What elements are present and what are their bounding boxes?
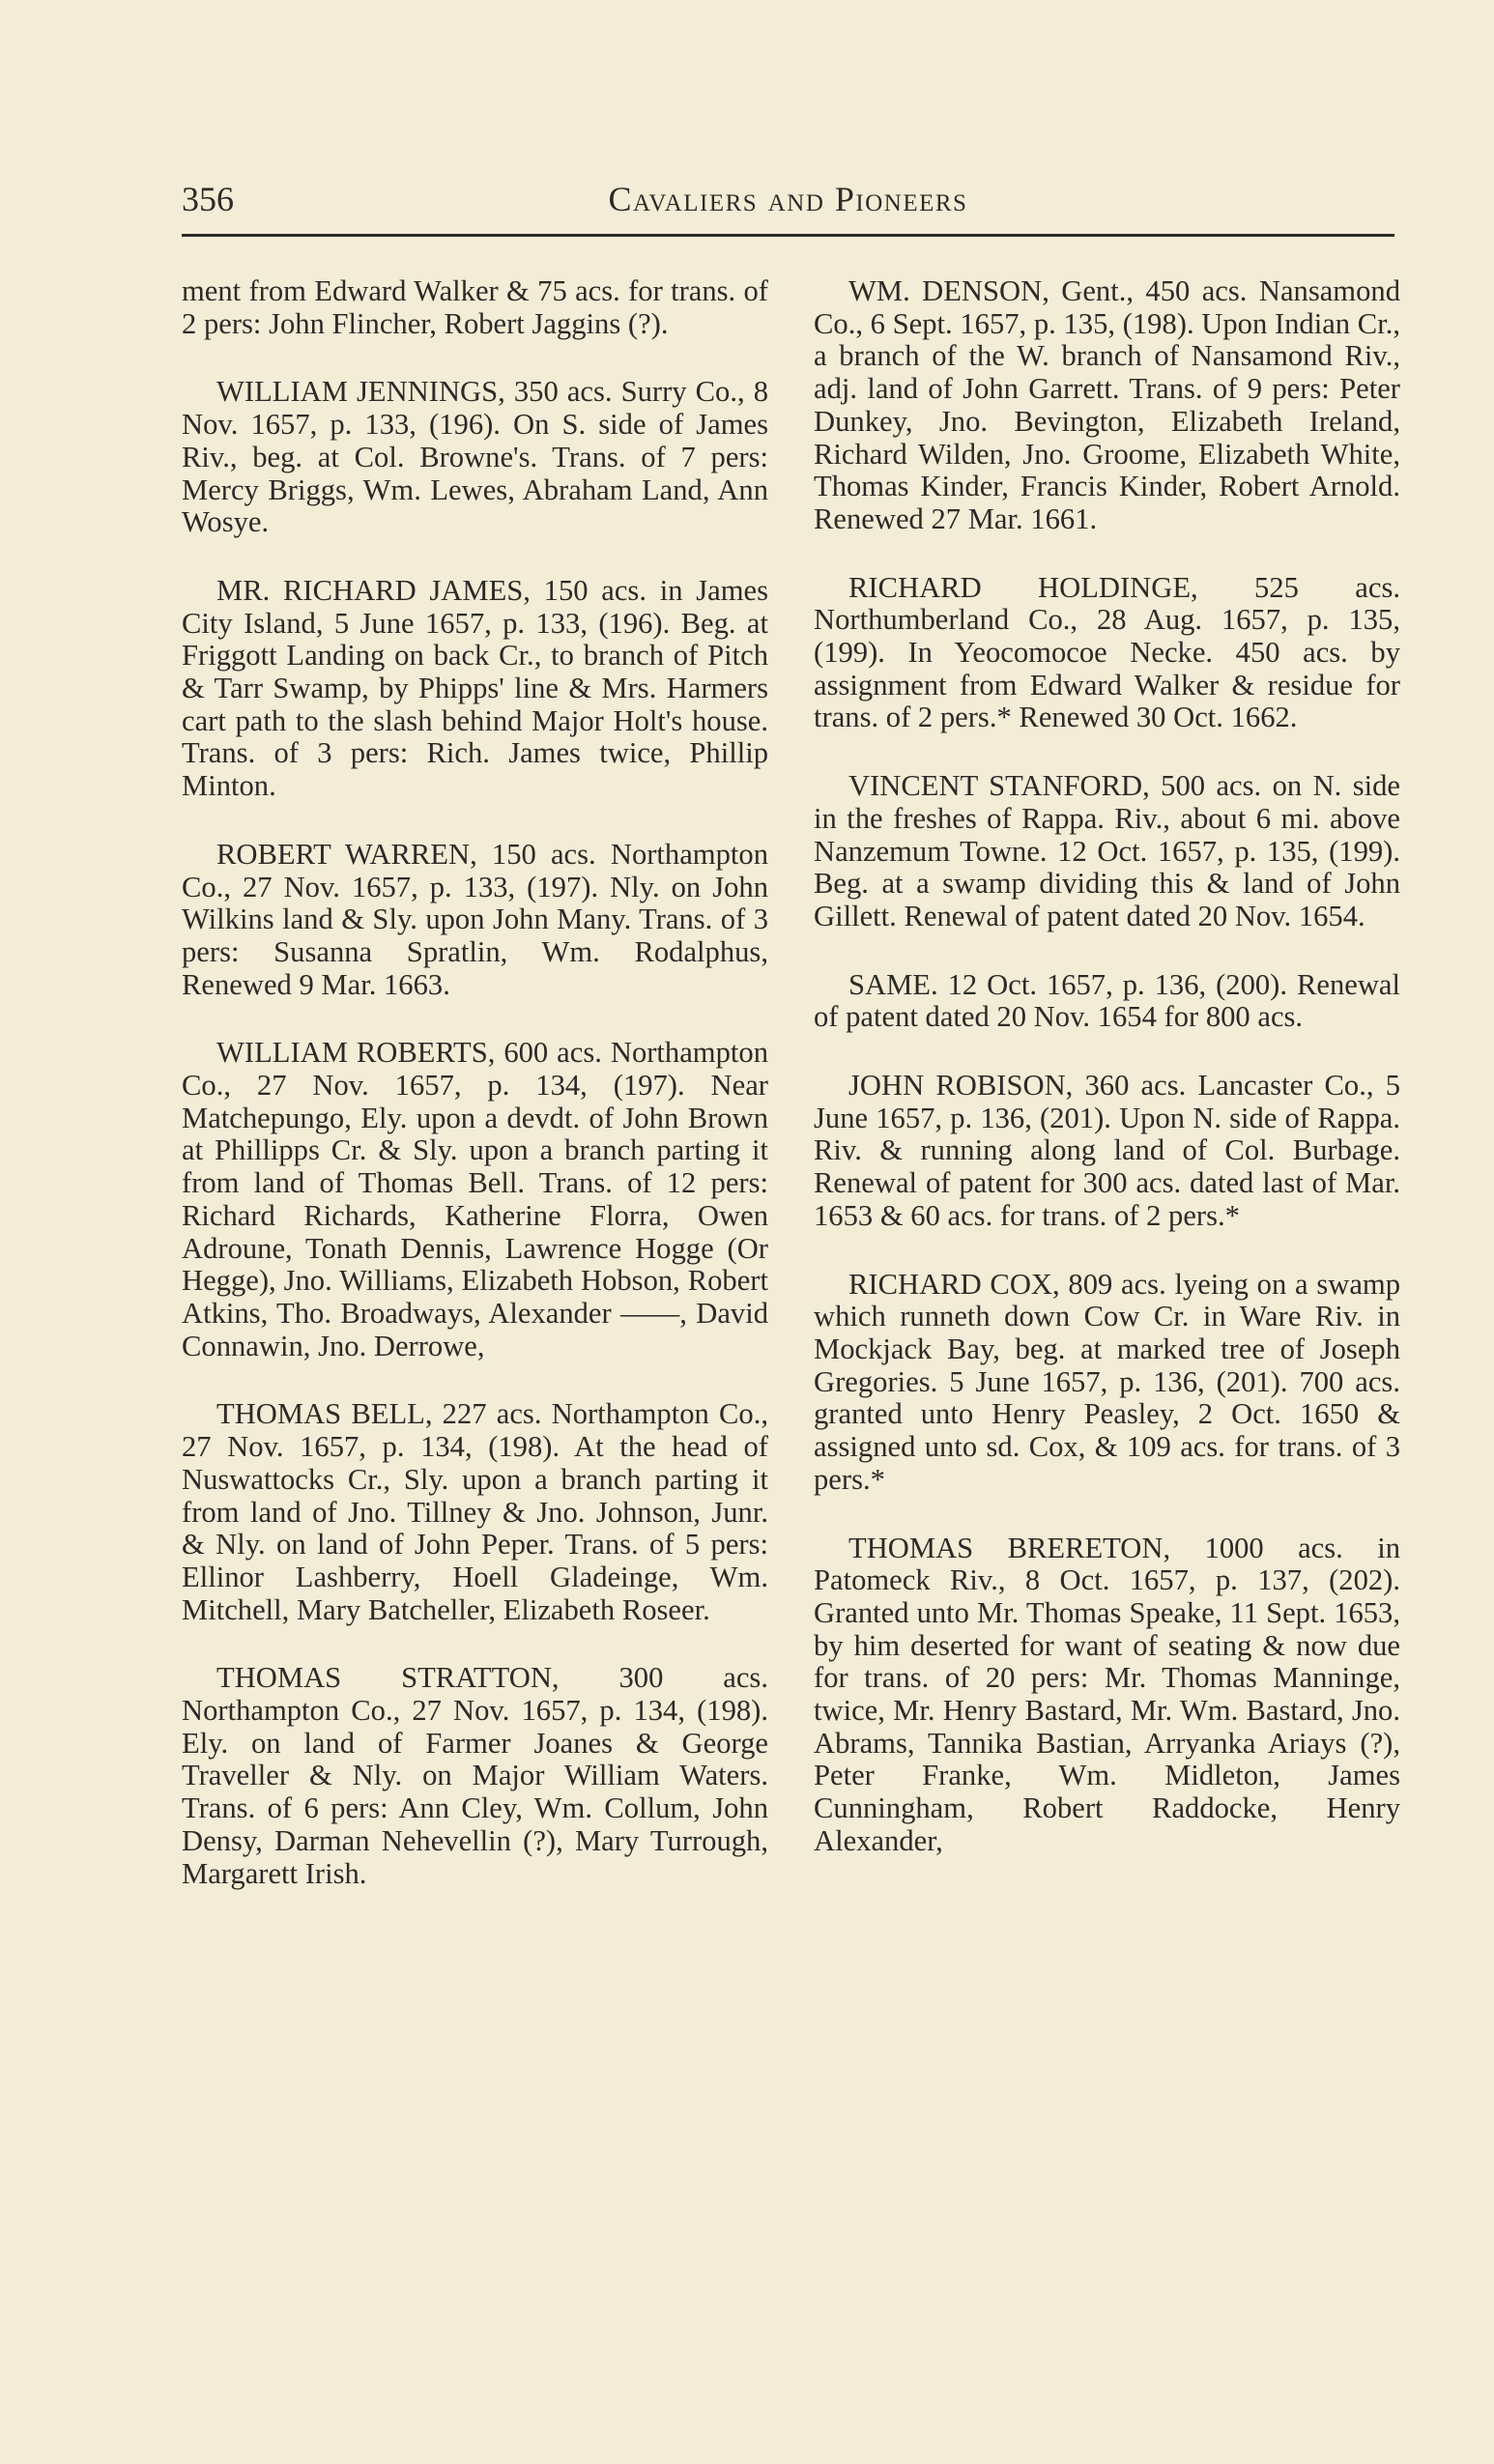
entry-vincent-stanford: VINCENT STANFORD, 500 acs. on N. side in the freshes of Rappa. Riv., about 6 mi. above Nanzemum Towne. 12 Oct. 1657, p. 135, (199). Beg. at a swamp dividing this & land of John Gillett. Renewal of patent dated 20 Nov. 1654. — [814, 769, 1400, 932]
page-header — [182, 179, 1394, 229]
entry-richard-holdinge: RICHARD HOLDINGE, 525 acs. Northumberland Co., 28 Aug. 1657, p. 135, (199). In Yeocomocoe Necke. 450 acs. by assignment from Edward Walker & residue for trans. of 2 pers.* Renewed 30 Oct. 1662. — [814, 570, 1400, 734]
entry-richard-james: MR. RICHARD JAMES, 150 acs. in James City Island, 5 June 1657, p. 133, (196). Beg. at Friggott Landing on back Cr., to branch of Pitch & Tarr Swamp, by Phipps' line & Mrs. Harmers cart path to the slash behind Major Holt's house. Trans. of 3 pers: Rich. James twice, Phillip Minton. — [182, 573, 768, 803]
entry-robert-warren: ROBERT WARREN, 150 acs. Northampton Co., 27 Nov. 1657, p. 133, (197). Nly. on John Wilkins land & Sly. upon John Many. Trans. of 3 pers: Susanna Spratlin, Wm. Rodalphus, Renewed 9 Mar. 1663. — [182, 837, 768, 1001]
entry-continuation: ment from Edward Walker & 75 acs. for trans. of 2 pers: John Flincher, Robert Jaggins (?). — [182, 274, 768, 340]
entry-wm-denson: WM. DENSON, Gent., 450 acs. Nansamond Co., 6 Sept. 1657, p. 135, (198). Upon Indian Cr., a branch of the W. branch of Nansamond Riv., adj. land of John Garrett. Trans. of 9 pers: Peter Dunkey, Jno. Bevington, Elizabeth Ireland, Richard Wilden, Jno. Groome, Elizabeth White, Thomas Kinder, Francis Kinder, Robert Arnold. Renewed 27 Mar. 1661. — [814, 274, 1400, 535]
header-rule — [182, 234, 1394, 237]
page-number: 356 — [182, 180, 234, 218]
entry-richard-cox: RICHARD COX, 809 acs. lyeing on a swamp which runneth down Cow Cr. in Ware Riv. in Mockjack Bay, beg. at marked tree of Joseph Gregories. 5 June 1657, p. 136, (201). 700 acs. granted unto Henry Peasley, 2 Oct. 1650 & assigned unto sd. Cox, & 109 acs. for trans. of 3 pers.* — [814, 1267, 1400, 1496]
entry-john-robison: JOHN ROBISON, 360 acs. Lancaster Co., 5 June 1657, p. 136, (201). Upon N. side of Rappa. Riv. & running along land of Col. Burbage. Renewal of patent for 300 acs. dated last of Mar. 1653 & 60 acs. for trans. of 2 pers.* — [814, 1069, 1400, 1232]
right-column — [814, 275, 1400, 1894]
entry-william-roberts: WILLIAM ROBERTS, 600 acs. Northampton Co., 27 Nov. 1657, p. 134, (197). Near Matchepungo, Ely. upon a devdt. of John Brown at Phillipps Cr. & Sly. upon a branch parting it from land of Thomas Bell. Trans. of 12 pers: Richard Richards, Katherine Florra, Owen Adroune, Tonath Dennis, Lawrence Hogge (Or Hegge), Jno. Williams, Elizabeth Hobson, Robert Atkins, Tho. Broadways, Alexander ——, David Connawin, Jno. Derrowe, — [182, 1036, 768, 1362]
entry-william-jennings: WILLIAM JENNINGS, 350 acs. Surry Co., 8 Nov. 1657, p. 133, (196). On S. side of James Riv., beg. at Col. Browne's. Trans. of 7 pers: Mercy Briggs, Wm. Lewes, Abraham Land, Ann Wosye. — [182, 375, 768, 539]
entry-thomas-stratton: THOMAS STRATTON, 300 acs. Northampton Co., 27 Nov. 1657, p. 134, (198). Ely. on land of Farmer Joanes & George Traveller & Nly. on Major William Waters. Trans. of 6 pers: Ann Cley, Wm. Collum, John Densy, Darman Nehevellin (?), Mary Turrough, Margarett Irish. — [182, 1661, 768, 1890]
entry-thomas-brereton: THOMAS BRERETON, 1000 acs. in Patomeck Riv., 8 Oct. 1657, p. 137, (202). Granted unto Mr. Thomas Speake, 11 Sept. 1653, by him deserted for want of seating & now due for trans. of 20 pers: Mr. Thomas Manninge, twice, Mr. Henry Bastard, Mr. Wm. Bastard, Jno. Abrams, Tannika Bastian, Arryanka Ariays (?), Peter Franke, Wm. Midleton, James Cunningham, Robert Raddocke, Henry Alexander, — [814, 1531, 1400, 1857]
left-column — [182, 275, 768, 1926]
running-title: Cavaliers and Pioneers — [608, 180, 968, 218]
entry-same: SAME. 12 Oct. 1657, p. 136, (200). Renewal of patent dated 20 Nov. 1654 for 800 acs. — [814, 967, 1400, 1034]
entry-thomas-bell: THOMAS BELL, 227 acs. Northampton Co., 27 Nov. 1657, p. 134, (198). At the head of Nuswattocks Cr., Sly. upon a branch parting it from land of Jno. Tillney & Jno. Johnson, Junr. & Nly. on land of John Peper. Trans. of 5 pers: Ellinor Lashberry, Hoell Gladeinge, Wm. Mitchell, Mary Batcheller, Elizabeth Roseer. — [182, 1397, 768, 1626]
